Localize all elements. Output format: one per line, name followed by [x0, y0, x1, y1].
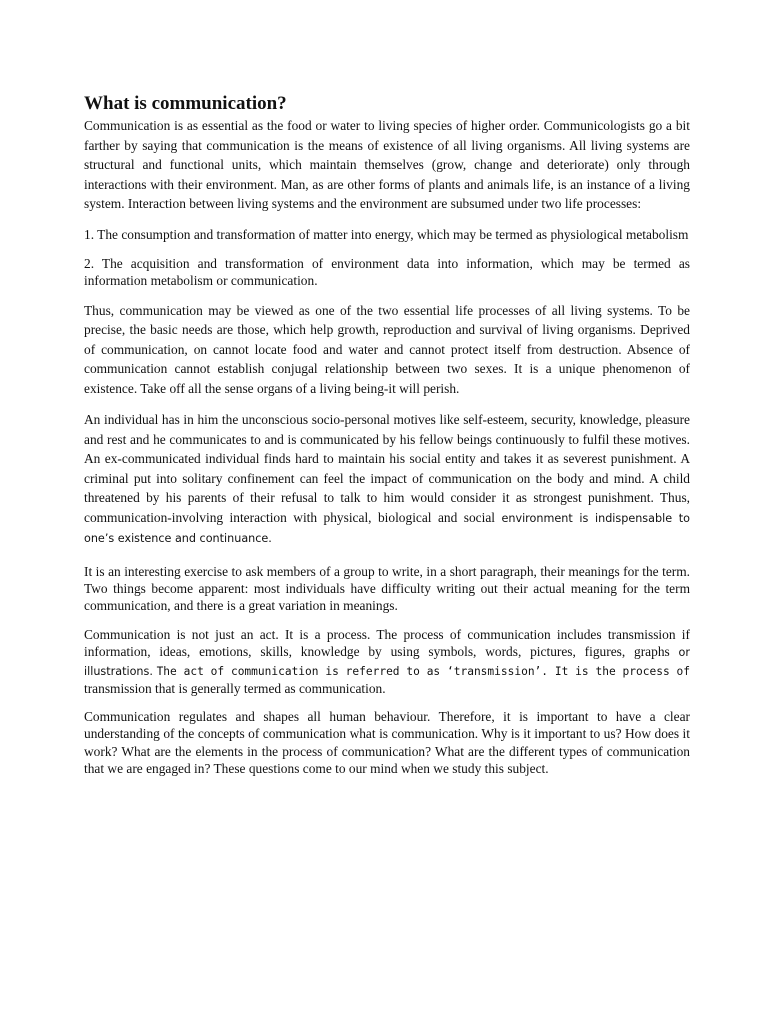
paragraph-group-exercise: It is an interesting exercise to ask members of a group to write, in a short paragraph, their meanings for the term. Two things become apparent: most individuals have difficulty writing out their actual meaning for the term communication, and there is a great variation in meanings. — [84, 563, 690, 613]
paragraph-process-illustrations: or illustrations. — [84, 646, 690, 678]
document-page — [84, 92, 690, 778]
paragraph-motives-tail: environment is indispensable to one’s existence and continuance. — [84, 511, 690, 545]
paragraph-life-process-2: 2. The acquisition and transformation of environment data into information, which may be termed as information metabolism or communication. — [84, 255, 690, 288]
paragraph-behaviour: Communication regulates and shapes all human behaviour. Therefore, it is important to have a clear understanding of the concepts of communication what is communication. Why is it important to us? How does it work? What are the elements in the process of communication? What are the different types of communication that we are engaged in? These questions come to our mind when we study this subject. — [84, 708, 690, 776]
paragraph-intro: Communication is as essential as the food or water to living species of higher order. Communicologists go a bit farther by saying that communication is the means of existence of all living organisms. All living systems are structural and functional units, which maintain themselves (grow, change and deteriorate) only through interactions with their environment. Man, as are other forms of plants and animals life, is an instance of a living system. Interaction between living systems and the environment are subsumed under two life processes: — [84, 118, 690, 211]
paragraph-life-process-1: 1. The consumption and transformation of matter into energy, which may be termed as physiological metabolism — [84, 226, 689, 242]
paragraph-process-tail: transmission that is generally termed as communication. — [84, 681, 386, 696]
page-title: What is communication? — [84, 93, 287, 114]
paragraph-process-transmission: The act of communication is referred to as ‘transmission’. It is the process of — [156, 664, 690, 678]
paragraph-motives — [84, 410, 690, 549]
paragraph-process-main: Communication is not just an act. It is a process. The process of communication includes transmission if information, ideas, emotions, skills, knowledge by using symbols, words, pictures, figures, graphs — [84, 626, 690, 659]
paragraph-essential-processes: Thus, communication may be viewed as one of the two essential life processes of all living systems. To be precise, the basic needs are those, which help growth, reproduction and survival of living organisms. Deprived of communication, on cannot locate food and water and cannot protect itself from destruction. Absence of communication cannot establish conjugal relationship between two sexes. It is a unique phenomenon of existence. Take off all the sense organs of a living being-it will perish. — [84, 302, 690, 396]
paragraph-process — [84, 626, 690, 698]
paragraph-motives-main: An individual has in him the unconscious socio-personal motives like self-esteem, security, knowledge, pleasure and rest and he communicates to and is communicated by his fellow beings continuously to fulfil these motives. An ex-communicated individual finds hard to maintain his social entity and takes it as severest punishment. A criminal put into solitary confinement can feel the impact of communication on the body and mind. A child threatened by his parents of their refusal to talk to him would consider it as strongest punishment. Thus, communication-involving interaction with physical, biological and social — [84, 412, 690, 525]
